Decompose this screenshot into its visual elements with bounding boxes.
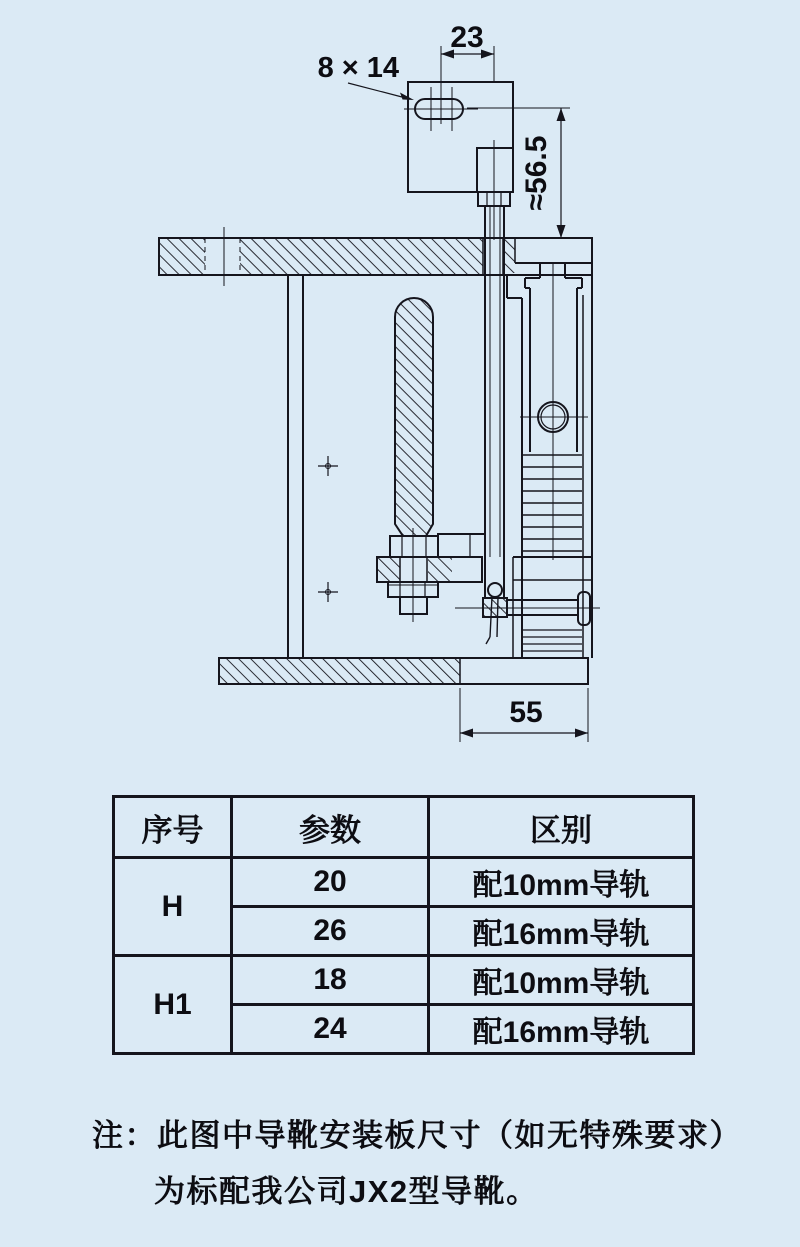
- slot-callout: [318, 52, 414, 100]
- param-value: 24: [232, 1005, 429, 1054]
- dim-55-label: 55: [509, 696, 543, 729]
- diff-value: 配16mm导轨: [429, 907, 694, 956]
- group-name-H1: H1: [114, 956, 232, 1054]
- param-value: 18: [232, 956, 429, 1005]
- dimension-56-5: [467, 108, 570, 238]
- dimension-55: [460, 688, 588, 742]
- table-row: [114, 956, 694, 1005]
- spec-table: [112, 795, 695, 1055]
- clevis-pin: [455, 592, 600, 625]
- note-line-1: 注：此图中导靴安装板尺寸（如无特殊要求）: [92, 1118, 742, 1153]
- param-value: 26: [232, 907, 429, 956]
- slot-size-label: 8 × 14: [317, 52, 399, 84]
- guide-shoe-housing: [455, 263, 600, 658]
- diff-value: 配10mm导轨: [429, 858, 694, 907]
- damper-bolt-assembly: [377, 298, 485, 622]
- dim-height-label: ≈56.5: [520, 135, 553, 211]
- diff-value: 配16mm导轨: [429, 1005, 694, 1054]
- center-mark-upper: [318, 456, 338, 476]
- group-name-H: H: [114, 858, 232, 956]
- rubber-damper: [395, 298, 433, 536]
- hex-nut-upper: [390, 536, 438, 557]
- col-header-serial: 序号: [114, 797, 232, 858]
- left-column: [288, 275, 338, 658]
- param-value: 20: [232, 858, 429, 907]
- dim-23-label: 23: [450, 21, 484, 54]
- col-header-parameter: 参数: [232, 797, 429, 858]
- col-header-difference: 区别: [429, 797, 694, 858]
- center-mark-lower: [318, 582, 338, 602]
- pull-rod: [485, 206, 504, 598]
- note-line-2: 为标配我公司JX2型导靴。: [154, 1174, 539, 1209]
- table-row: [114, 858, 694, 907]
- bottom-plate: [219, 658, 588, 684]
- spring-seat-coils: [523, 630, 582, 651]
- table-header-row: [114, 797, 694, 858]
- diff-value: 配10mm导轨: [429, 956, 694, 1005]
